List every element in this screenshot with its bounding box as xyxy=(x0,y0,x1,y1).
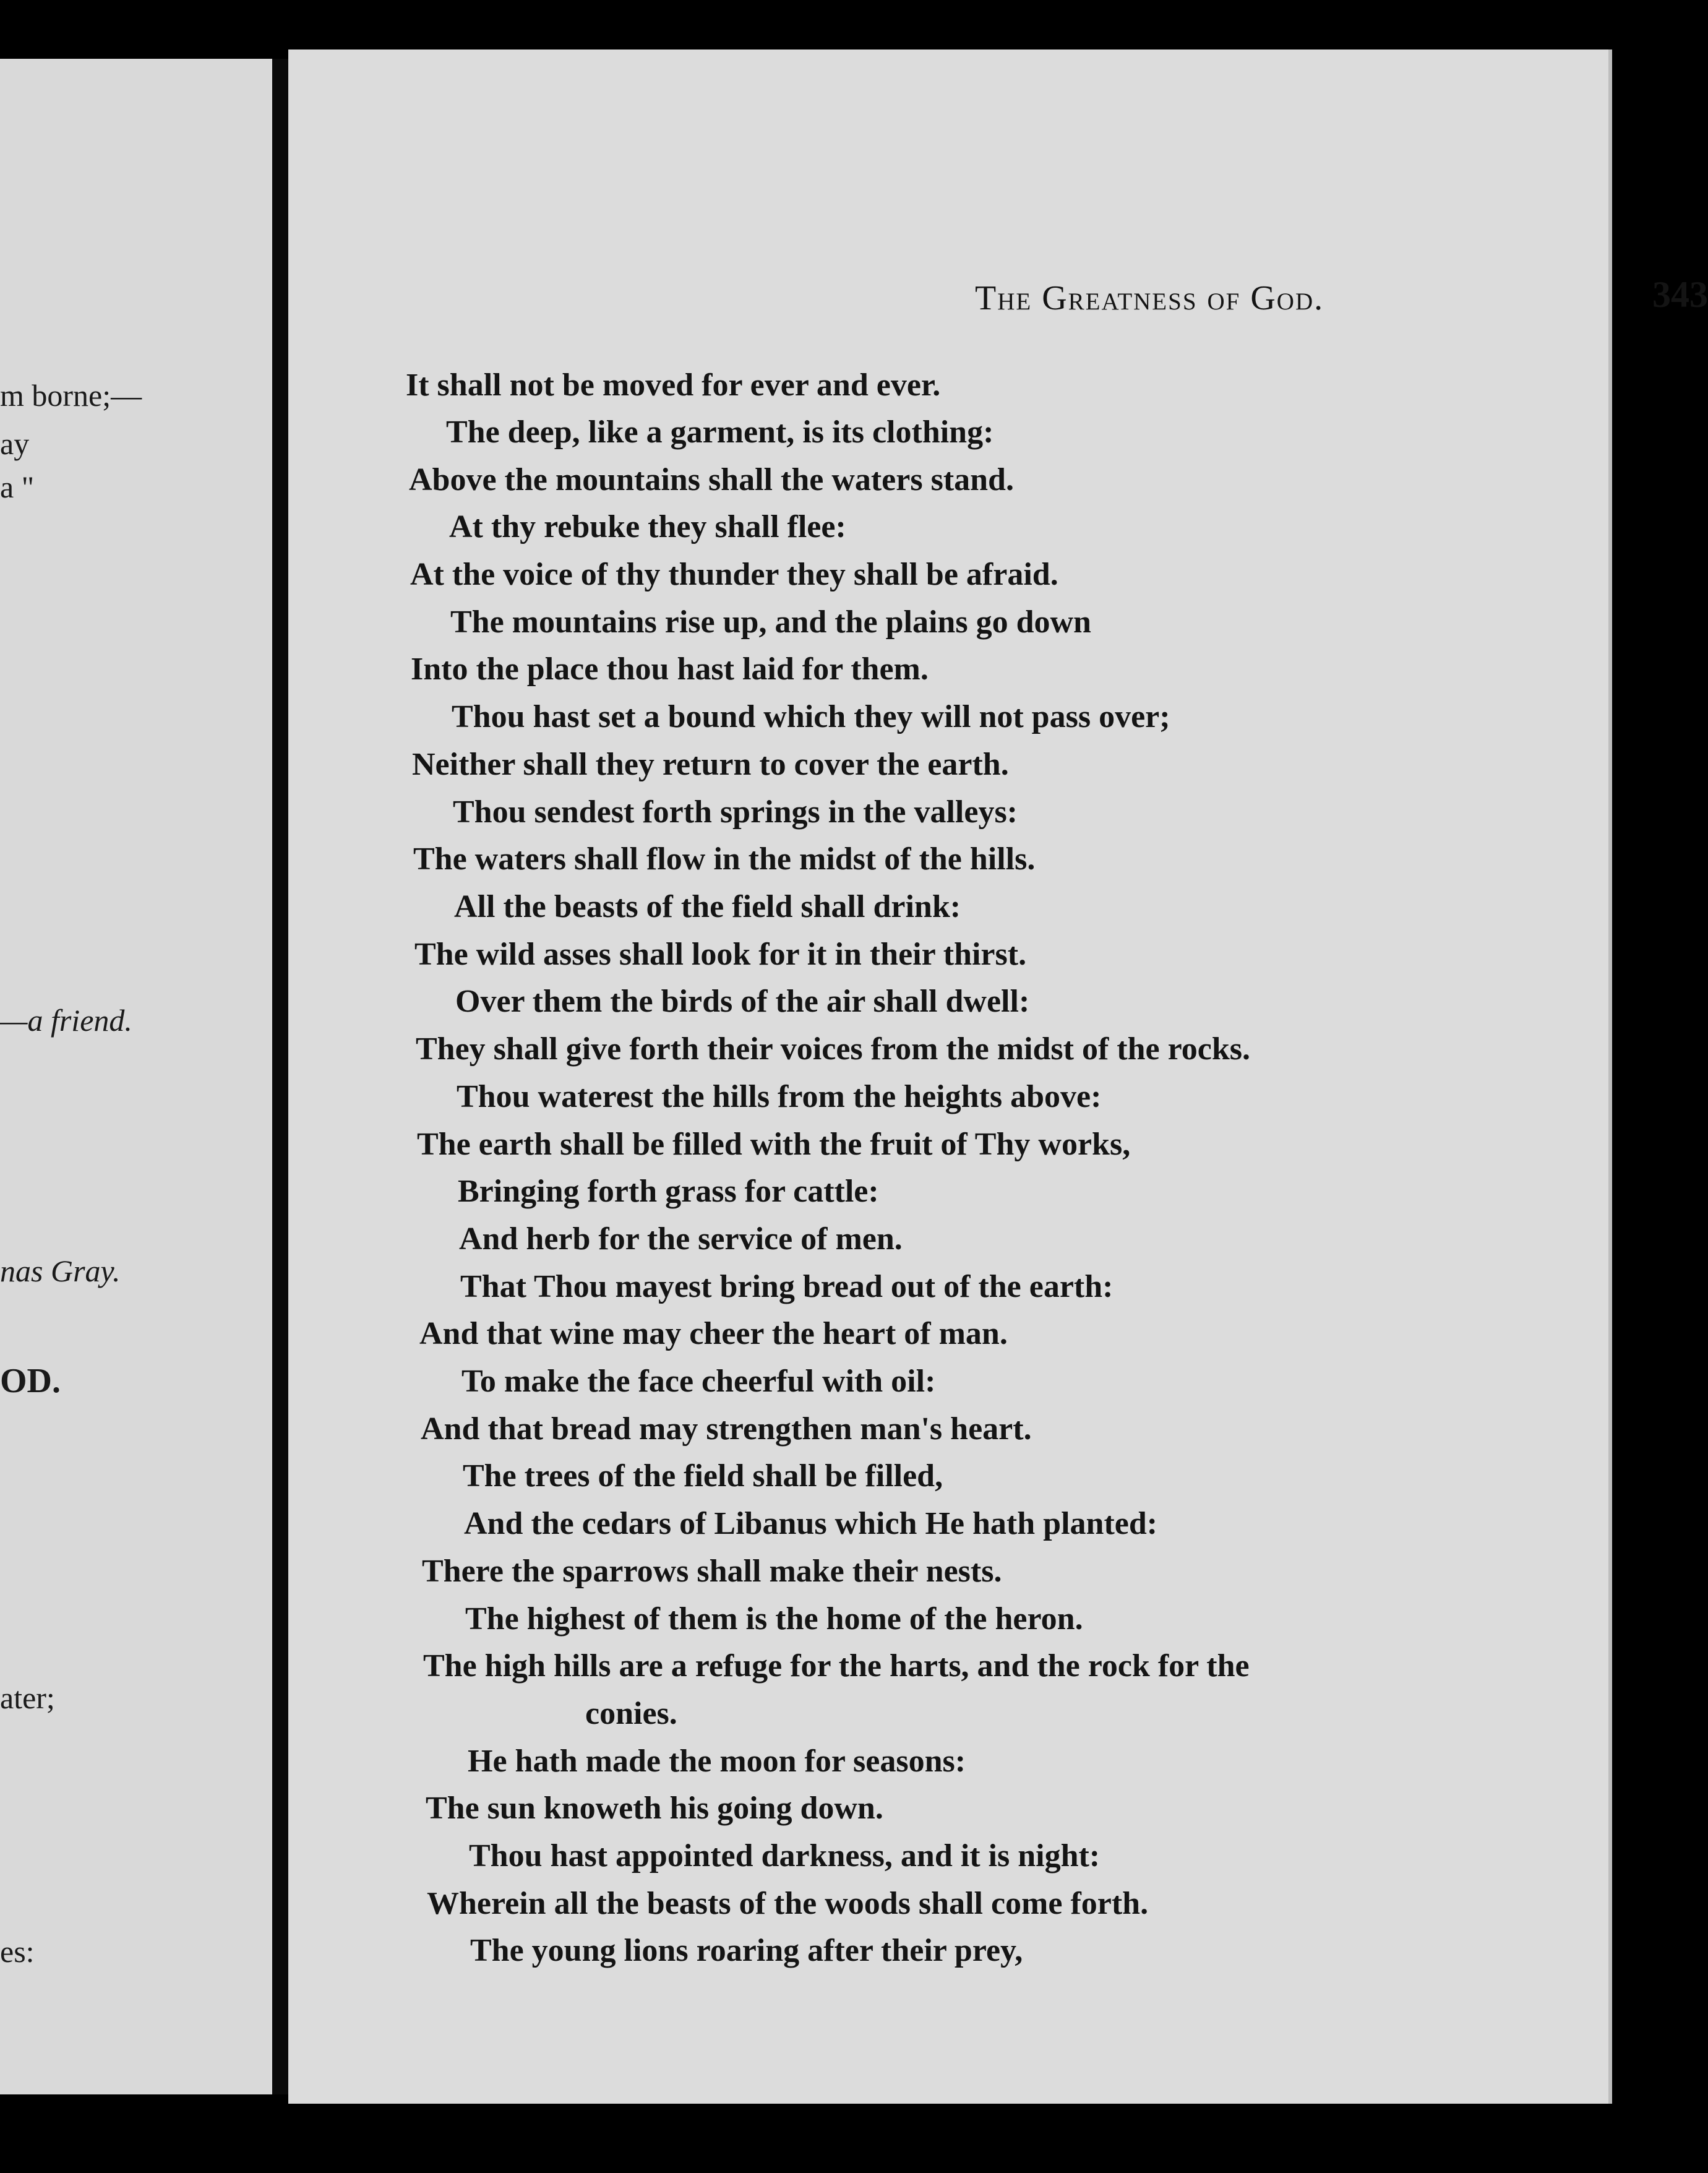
left-fragment: nas Gray. xyxy=(0,1254,121,1288)
poem-line: He hath made the moon for seasons: xyxy=(468,1744,966,1779)
poem-line: conies. xyxy=(585,1696,677,1731)
left-fragment: ay xyxy=(0,426,30,461)
poem-line: At thy rebuke they shall flee: xyxy=(449,509,846,544)
left-fragment: a " xyxy=(0,470,35,504)
poem-line: Thou hast set a bound which they will not pass over; xyxy=(452,699,1170,734)
poem-line: There the sparrows shall make their nests. xyxy=(422,1554,1002,1589)
poem-line: At the voice of thy thunder they shall be afraid. xyxy=(410,557,1058,592)
poem-line: Thou sendest forth springs in the valleys: xyxy=(453,794,1018,830)
poem-line: And that bread may strengthen man's heart. xyxy=(421,1411,1032,1447)
left-page xyxy=(0,59,272,2094)
left-fragment: OD. xyxy=(0,1362,61,1400)
poem-line: The waters shall flow in the midst of the hills. xyxy=(413,841,1036,877)
running-head: The Greatness of God. xyxy=(975,279,1324,317)
right-page xyxy=(288,49,1708,2104)
poem-line: Into the place thou hast laid for them. xyxy=(411,652,929,687)
page-number: 343 xyxy=(1652,274,1708,315)
poem-line: The high hills are a refuge for the harts, and the rock for the xyxy=(423,1648,1250,1684)
poem-line: Over them the birds of the air shall dwell: xyxy=(455,984,1030,1019)
left-fragment: —a friend. xyxy=(0,1003,132,1038)
poem-line: They shall give forth their voices from the midst of the rocks. xyxy=(416,1031,1250,1067)
poem-line: The deep, like a garment, is its clothing: xyxy=(446,415,994,450)
poem-line: And that wine may cheer the heart of man. xyxy=(419,1316,1008,1351)
left-fragment: m borne;— xyxy=(0,378,142,413)
poem-line: And the cedars of Libanus which He hath planted: xyxy=(464,1506,1158,1541)
poem-line: And herb for the service of men. xyxy=(459,1221,903,1257)
left-fragment: ater; xyxy=(0,1680,55,1715)
poem-line: Thou hast appointed darkness, and it is night: xyxy=(469,1838,1101,1874)
poem-line: The wild asses shall look for it in their thirst. xyxy=(414,937,1027,972)
poem-line: Bringing forth grass for cattle: xyxy=(458,1174,879,1209)
poem-line: That Thou mayest bring bread out of the earth: xyxy=(460,1269,1114,1304)
poem-line: Neither shall they return to cover the earth. xyxy=(412,747,1009,782)
poem-line: The mountains rise up, and the plains go down xyxy=(450,605,1091,640)
poem-line: All the beasts of the field shall drink: xyxy=(454,889,961,924)
poem-line: The trees of the field shall be filled, xyxy=(463,1458,943,1494)
poem-line: The earth shall be filled with the fruit of Thy works, xyxy=(417,1127,1131,1162)
poem-line: The sun knoweth his going down. xyxy=(426,1791,883,1826)
poem-line: To make the face cheerful with oil: xyxy=(461,1364,936,1399)
poem-line: It shall not be moved for ever and ever. xyxy=(406,368,941,403)
poem-line: The young lions roaring after their prey, xyxy=(470,1933,1023,1968)
poem-line: Thou waterest the hills from the heights above: xyxy=(457,1079,1102,1114)
left-fragment: es: xyxy=(0,1934,35,1969)
poem-line: Above the mountains shall the waters stand. xyxy=(409,462,1014,497)
poem-line: The highest of them is the home of the heron. xyxy=(465,1601,1083,1637)
poem-line: Wherein all the beasts of the woods shall come forth. xyxy=(427,1886,1149,1921)
